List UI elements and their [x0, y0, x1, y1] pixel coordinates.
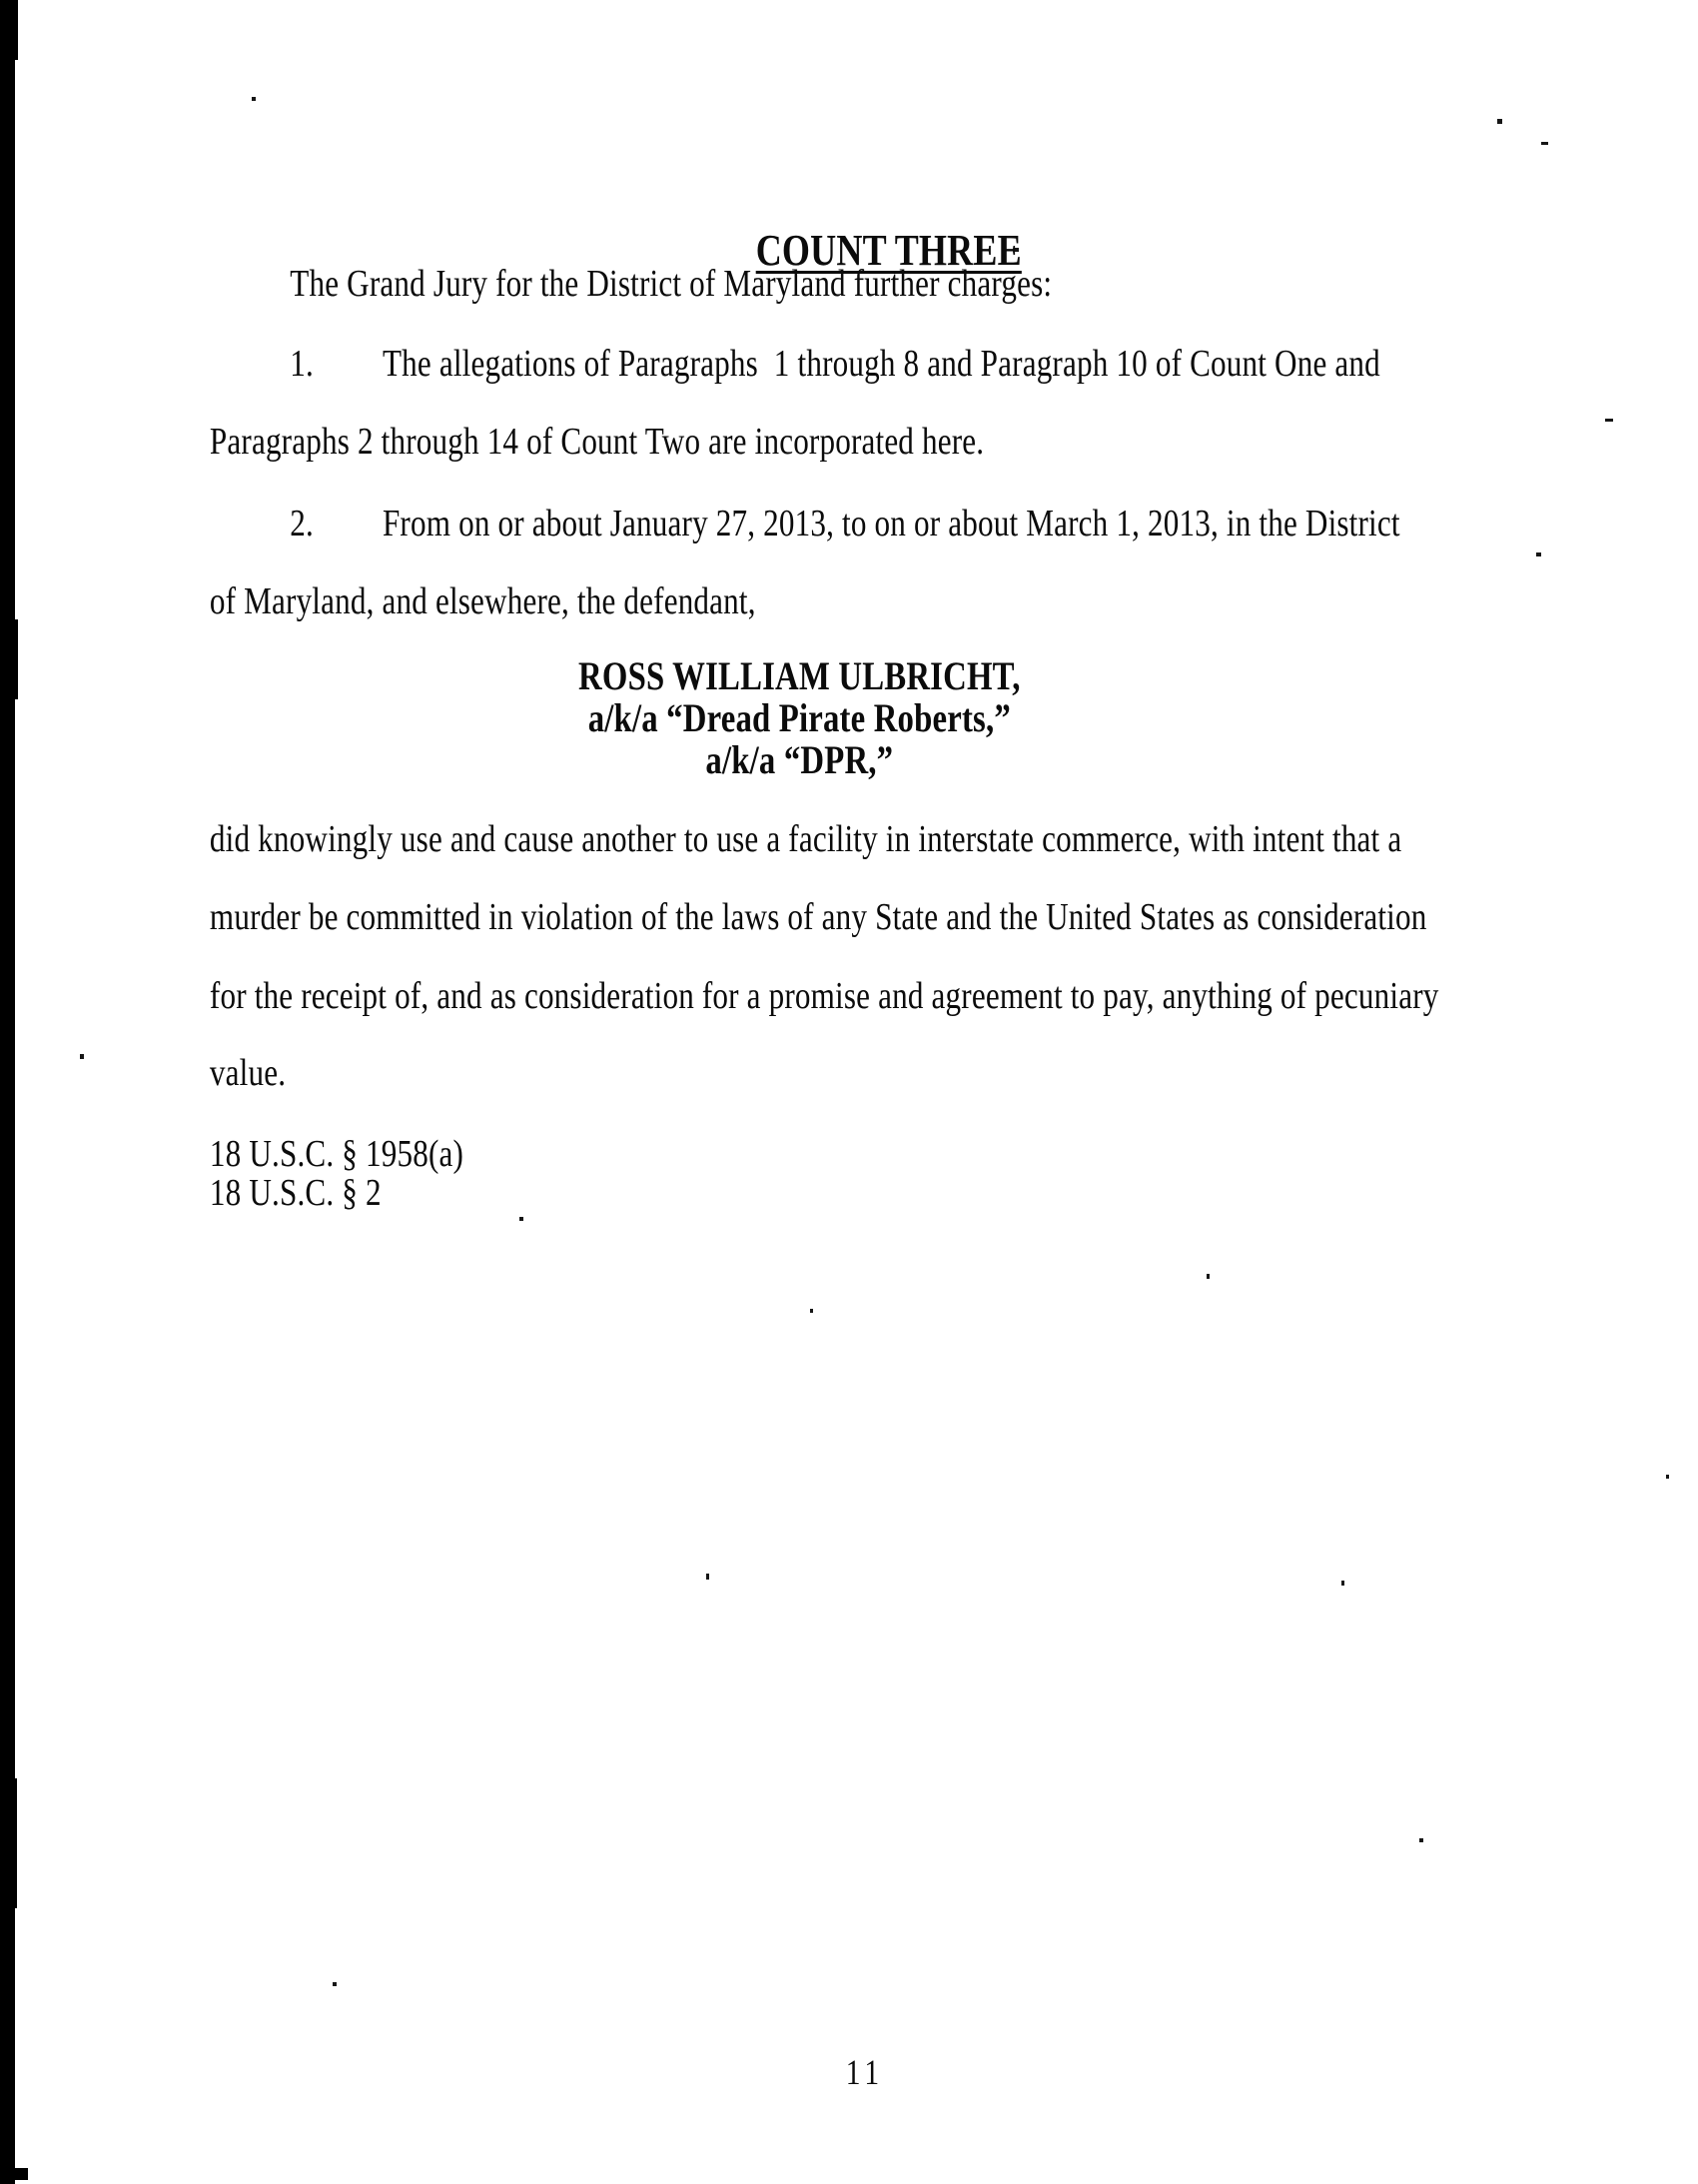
statute-citation-1: 18 U.S.C. § 1958(a) [209, 1133, 464, 1175]
statute-citation-2: 18 U.S.C. § 2 [209, 1172, 382, 1214]
paragraph-2-number: 2. [290, 503, 314, 545]
charge-line-3: for the receipt of, and as consideration for a promise and agreement to pay, anything of pecuniary [209, 975, 1439, 1017]
charge-line-4: value. [209, 1052, 287, 1094]
defendant-alias-2: a/k/a “DPR,” [705, 737, 894, 782]
paragraph-1-line-1: The allegations of Paragraphs 1 through 8 and Paragraph 10 of Count One and [382, 343, 1380, 385]
charge-line-2: murder be committed in violation of the laws of any State and the United States as consideration [209, 896, 1427, 938]
intro-line: The Grand Jury for the District of Maryland further charges: [290, 263, 1053, 305]
charge-line-1: did knowingly use and cause another to use a facility in interstate commerce, with intent that a [209, 818, 1402, 860]
paragraph-1-number: 1. [290, 343, 314, 385]
defendant-name: ROSS WILLIAM ULBRICHT, [578, 653, 1021, 698]
page-number: 11 [845, 2052, 885, 2092]
paragraph-1-line-2: Paragraphs 2 through 14 of Count Two are incorporated here. [209, 421, 985, 463]
count-heading-text: COUNT THREE [755, 225, 1022, 275]
paragraph-2-line-1: From on or about January 27, 2013, to on or about March 1, 2013, in the District [382, 503, 1400, 545]
paragraph-2-line-2: of Maryland, and elsewhere, the defendant, [209, 580, 756, 622]
defendant-alias-1: a/k/a “Dread Pirate Roberts,” [587, 695, 1011, 740]
